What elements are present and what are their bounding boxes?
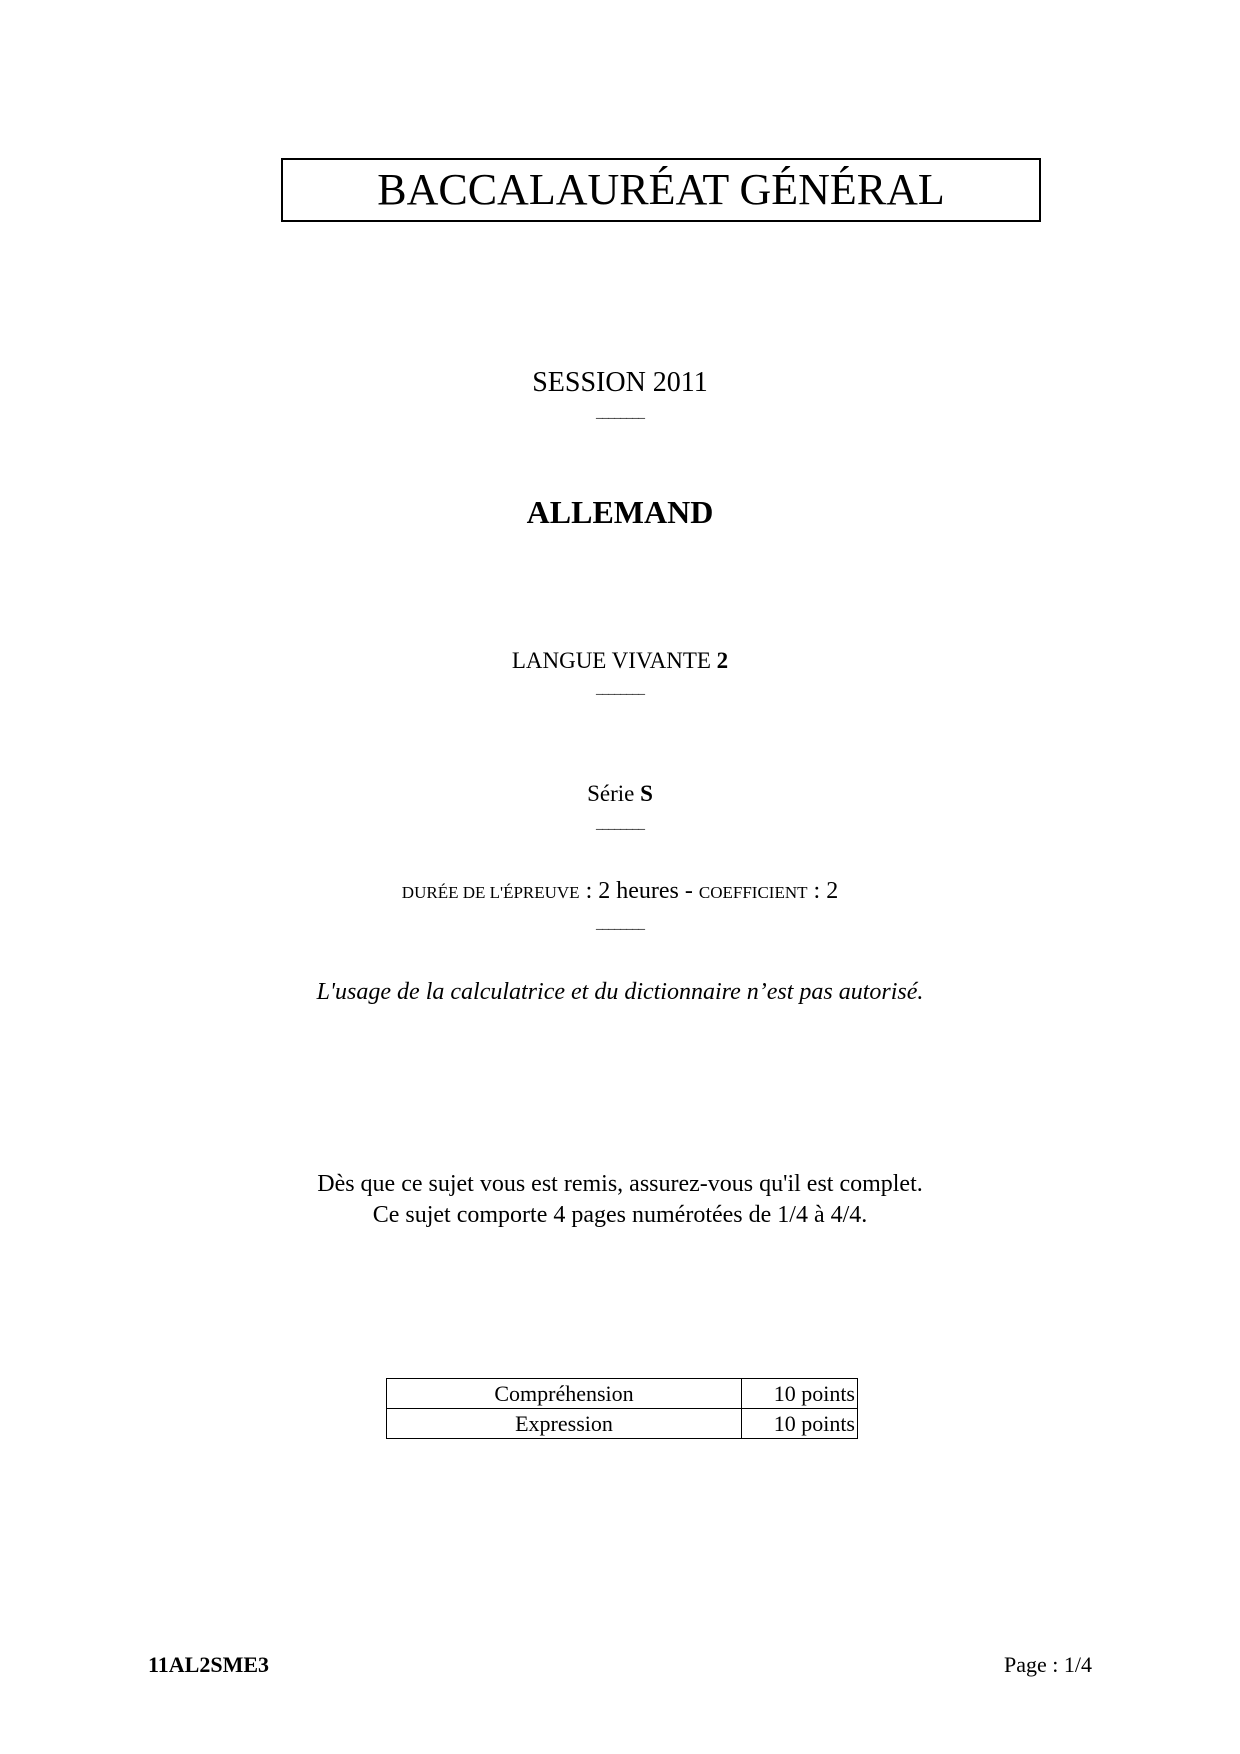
subject-code: 11AL2SME3 [148,1652,270,1677]
coefficient-label: COEFFICIENT [698,883,808,902]
subject-title: ALLEMAND [526,494,714,530]
notice-line-1: Dès que ce sujet vous est remis, assurez-vous qu'il est complet. [317,1171,923,1197]
session-label: SESSION 2011 [532,367,708,398]
duree-label: DURÉE DE L'ÉPREUVE [401,883,580,902]
duree-line [0,878,1240,905]
table-row [387,1379,858,1409]
title-box [281,158,1041,222]
separator-line: ________ [596,917,644,932]
separator-line: ________ [596,406,644,421]
serie-label: Série [587,781,641,806]
langue-number: 2 [716,648,729,673]
notice-line-2: Ce sujet comporte 4 pages numérotées de 1/4 à 4/4. [372,1202,868,1228]
duree-sep: : [807,878,827,904]
usage-note: L'usage de la calculatrice et du dictionnaire n’est pas autorisé. [316,979,924,1005]
duree-sep: : [579,878,599,904]
coefficient-value: 2 [826,878,839,904]
langue-label: LANGUE VIVANTE [511,648,717,673]
page-number: Page : 1/4 [1004,1652,1092,1677]
serie-value: S [640,781,653,806]
table-cell-value: 10 points [742,1409,858,1439]
table-row [387,1409,858,1439]
serie-line [0,781,1240,807]
table-cell-label: Expression [387,1409,742,1439]
table-cell-value: 10 points [742,1379,858,1409]
separator-line: ________ [596,682,644,697]
points-table [386,1378,858,1439]
langue-vivante [0,648,1240,674]
duree-sep: - [678,878,699,904]
duree-value: 2 heures [598,878,679,904]
exam-title: BACCALAURÉAT GÉNÉRAL [377,165,945,214]
table-cell-label: Compréhension [387,1379,742,1409]
separator-line: ________ [596,817,644,832]
